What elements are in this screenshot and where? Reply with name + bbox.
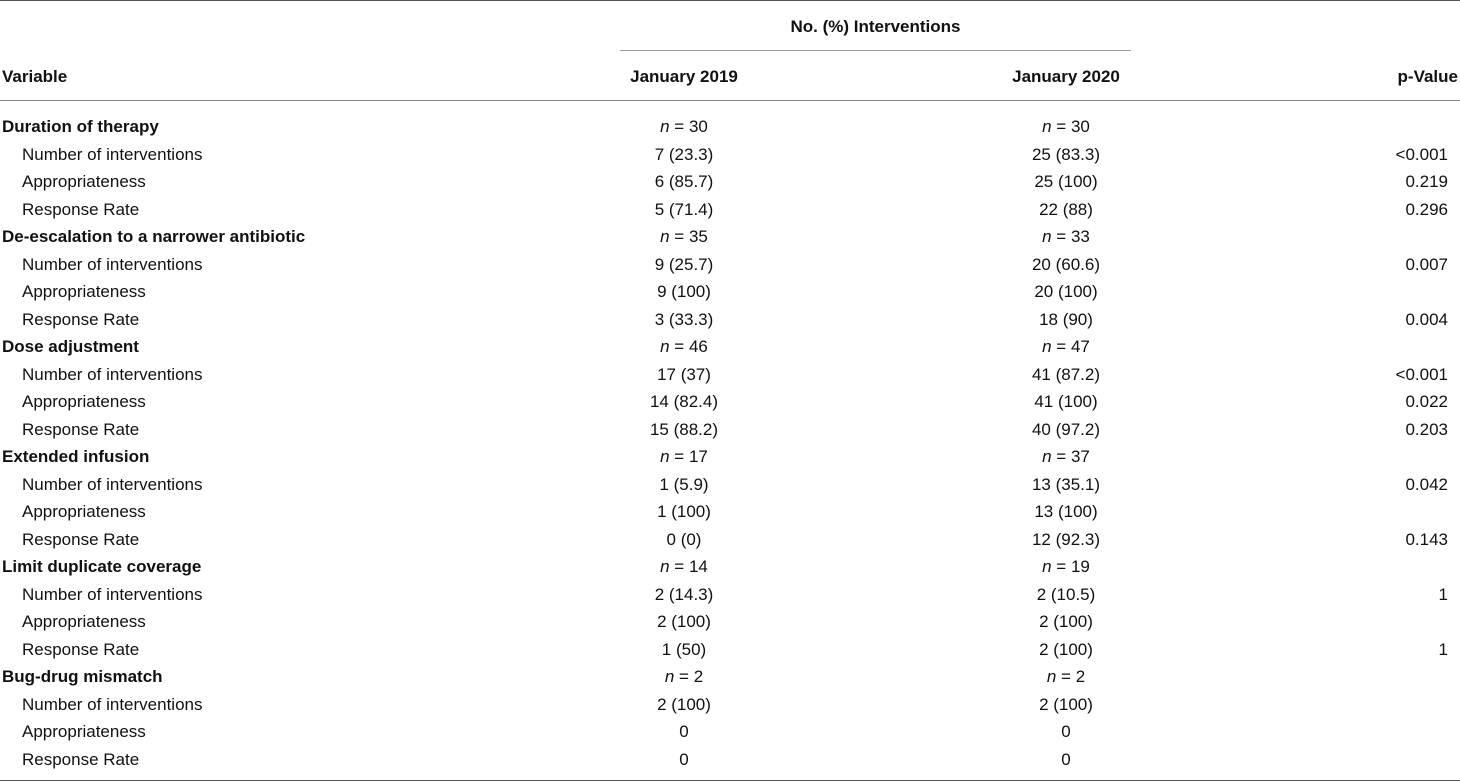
cell-january-2020-n (966, 333, 1166, 361)
row-label: Number of interventions (22, 144, 203, 164)
sample-size-value: 37 (1070, 447, 1090, 466)
category-label: Duration of therapy (2, 117, 159, 136)
category-label: De-escalation to a narrower antibiotic (2, 227, 306, 246)
row-label: Appropriateness (22, 172, 146, 191)
sample-size-value: 30 (1070, 117, 1090, 136)
sample-size-value: 14 (688, 557, 708, 576)
equals-sign: = (1051, 557, 1071, 576)
cell-p-value: 0.296 (1405, 199, 1448, 219)
cell-january-2020: 25 (100) (1034, 172, 1098, 191)
row-label: Response Rate (22, 199, 140, 219)
cell-p-value: 0.007 (1405, 254, 1448, 274)
n-symbol: n (660, 337, 670, 356)
category-label: Bug-drug mismatch (2, 667, 163, 686)
row-label: Response Rate (22, 529, 140, 549)
column-header-january-2019: January 2019 (630, 67, 738, 86)
table-row (0, 691, 1460, 719)
n-symbol: n (1042, 117, 1052, 136)
cell-january-2019: 2 (100) (657, 694, 711, 714)
cell-january-2019: 5 (71.4) (654, 199, 714, 219)
cell-p-value: 0.219 (1405, 172, 1448, 191)
table-row (0, 196, 1460, 224)
n-symbol: n (1042, 227, 1052, 246)
cell-january-2019: 0 (0) (666, 529, 702, 549)
cell-january-2020: 0 (1061, 722, 1071, 741)
category-row (0, 663, 1460, 691)
sample-size-value: 35 (688, 227, 708, 246)
cell-january-2020: 41 (87.2) (1031, 364, 1101, 384)
cell-january-2019: 15 (88.2) (649, 419, 719, 439)
table-row (0, 251, 1460, 279)
table-row (0, 168, 1460, 196)
row-label: Response Rate (22, 639, 140, 659)
n-symbol: n (664, 667, 675, 686)
cell-january-2019-n (584, 113, 784, 141)
table-row (0, 526, 1460, 554)
cell-january-2020: 12 (92.3) (1031, 529, 1101, 549)
row-label: Number of interventions (22, 694, 203, 714)
spanner-header: No. (%) Interventions (790, 17, 961, 36)
table-row (0, 141, 1460, 169)
cell-january-2019: 1 (5.9) (659, 474, 709, 494)
cell-january-2020: 0 (1061, 749, 1071, 769)
top-rule (0, 0, 1460, 1)
sample-size-value: 30 (688, 117, 708, 136)
n-symbol: n (1046, 667, 1057, 686)
table-row (0, 608, 1460, 636)
row-label: Number of interventions (22, 364, 203, 384)
cell-january-2020-n (966, 113, 1166, 141)
sample-size-value: 17 (688, 447, 708, 466)
row-label: Response Rate (22, 309, 140, 329)
cell-january-2019: 0 (679, 722, 689, 741)
table-row (0, 361, 1460, 389)
equals-sign: = (669, 557, 689, 576)
row-label: Appropriateness (22, 282, 146, 301)
n-symbol: n (1042, 337, 1052, 356)
cell-p-value: 0.042 (1405, 474, 1448, 494)
cell-january-2020: 40 (97.2) (1031, 419, 1101, 439)
n-symbol: n (660, 447, 670, 466)
cell-january-2019: 6 (85.7) (654, 172, 714, 191)
cell-january-2019: 17 (37) (657, 364, 711, 384)
cell-january-2020: 18 (90) (1039, 309, 1093, 329)
row-label: Appropriateness (22, 612, 146, 631)
cell-january-2020: 41 (100) (1034, 392, 1098, 411)
cell-january-2020-n (966, 663, 1166, 691)
cell-january-2020: 22 (88) (1039, 199, 1093, 219)
table-row (0, 581, 1460, 609)
sample-size-value: 19 (1070, 557, 1090, 576)
cell-p-value: 0.143 (1405, 529, 1448, 549)
cell-january-2020-n (966, 443, 1166, 471)
cell-p-value: 0.203 (1405, 419, 1448, 439)
cell-january-2020: 13 (35.1) (1031, 474, 1101, 494)
category-label: Limit duplicate coverage (2, 557, 202, 576)
equals-sign: = (669, 117, 689, 136)
cell-p-value: 0.022 (1405, 392, 1448, 411)
sample-size-value: 46 (688, 337, 708, 356)
cell-january-2020: 20 (60.6) (1031, 254, 1101, 274)
cell-january-2019: 2 (14.3) (654, 584, 714, 604)
table-row (0, 388, 1460, 416)
sample-size-value: 47 (1070, 337, 1090, 356)
cell-january-2019: 3 (33.3) (654, 309, 714, 329)
table-body (0, 113, 1460, 773)
cell-january-2020-n (966, 223, 1166, 251)
cell-p-value: 1 (1438, 584, 1448, 604)
equals-sign: = (669, 447, 689, 466)
cell-january-2020: 20 (100) (1034, 282, 1098, 301)
sample-size-value: 2 (693, 667, 704, 686)
column-header-january-2020: January 2020 (1012, 67, 1120, 86)
row-label: Number of interventions (22, 254, 203, 274)
cell-january-2019-n (584, 333, 784, 361)
category-row (0, 443, 1460, 471)
equals-sign: = (669, 337, 689, 356)
row-label: Response Rate (22, 749, 140, 769)
table-row (0, 471, 1460, 499)
sample-size-value: 2 (1075, 667, 1086, 686)
equals-sign: = (1056, 667, 1076, 686)
equals-sign: = (1051, 227, 1071, 246)
cell-p-value: <0.001 (1395, 144, 1448, 164)
equals-sign: = (669, 227, 689, 246)
bottom-rule (0, 780, 1460, 781)
row-label: Response Rate (22, 419, 140, 439)
category-row (0, 553, 1460, 581)
n-symbol: n (1042, 557, 1052, 576)
cell-january-2019: 1 (100) (657, 502, 711, 521)
cell-january-2020: 25 (83.3) (1031, 144, 1101, 164)
sample-size-value: 33 (1070, 227, 1090, 246)
cell-january-2020: 13 (100) (1034, 502, 1098, 521)
n-symbol: n (660, 117, 670, 136)
row-label: Appropriateness (22, 502, 146, 521)
table-row (0, 718, 1460, 746)
cell-january-2020: 2 (10.5) (1036, 584, 1096, 604)
category-row (0, 113, 1460, 141)
spanner-rule (620, 50, 1131, 51)
cell-january-2019: 2 (100) (657, 612, 711, 631)
cell-january-2019: 9 (25.7) (654, 254, 714, 274)
cell-p-value: 0.004 (1405, 309, 1448, 329)
category-label: Extended infusion (2, 447, 150, 466)
row-label: Appropriateness (22, 722, 146, 741)
category-label: Dose adjustment (2, 337, 139, 356)
cell-january-2020: 2 (100) (1039, 612, 1093, 631)
table-row (0, 416, 1460, 444)
cell-p-value: 1 (1438, 639, 1448, 659)
cell-january-2019: 7 (23.3) (654, 144, 714, 164)
equals-sign: = (1051, 117, 1071, 136)
column-header-p-value: p-Value (1397, 67, 1458, 86)
equals-sign: = (1051, 337, 1071, 356)
table-row (0, 306, 1460, 334)
table-row (0, 636, 1460, 664)
cell-january-2019-n (584, 443, 784, 471)
n-symbol: n (660, 227, 670, 246)
cell-january-2019-n (584, 663, 784, 691)
table-row (0, 498, 1460, 526)
row-label: Appropriateness (22, 392, 146, 411)
row-label: Number of interventions (22, 474, 203, 494)
cell-january-2019: 1 (50) (661, 639, 707, 659)
category-row (0, 333, 1460, 361)
equals-sign: = (674, 667, 694, 686)
n-symbol: n (1042, 447, 1052, 466)
header-rule (0, 100, 1460, 101)
cell-january-2020: 2 (100) (1039, 694, 1093, 714)
cell-january-2019: 9 (100) (657, 282, 711, 301)
equals-sign: = (1051, 447, 1071, 466)
column-header-variable: Variable (2, 67, 68, 86)
table-row (0, 746, 1460, 774)
n-symbol: n (660, 557, 670, 576)
cell-january-2020: 2 (100) (1039, 639, 1093, 659)
category-row (0, 223, 1460, 251)
cell-january-2019-n (584, 553, 784, 581)
cell-p-value: <0.001 (1395, 364, 1448, 384)
cell-january-2019: 14 (82.4) (649, 392, 719, 411)
cell-january-2020-n (966, 553, 1166, 581)
table-row (0, 278, 1460, 306)
cell-january-2019-n (584, 223, 784, 251)
cell-january-2019: 0 (679, 749, 689, 769)
row-label: Number of interventions (22, 584, 203, 604)
